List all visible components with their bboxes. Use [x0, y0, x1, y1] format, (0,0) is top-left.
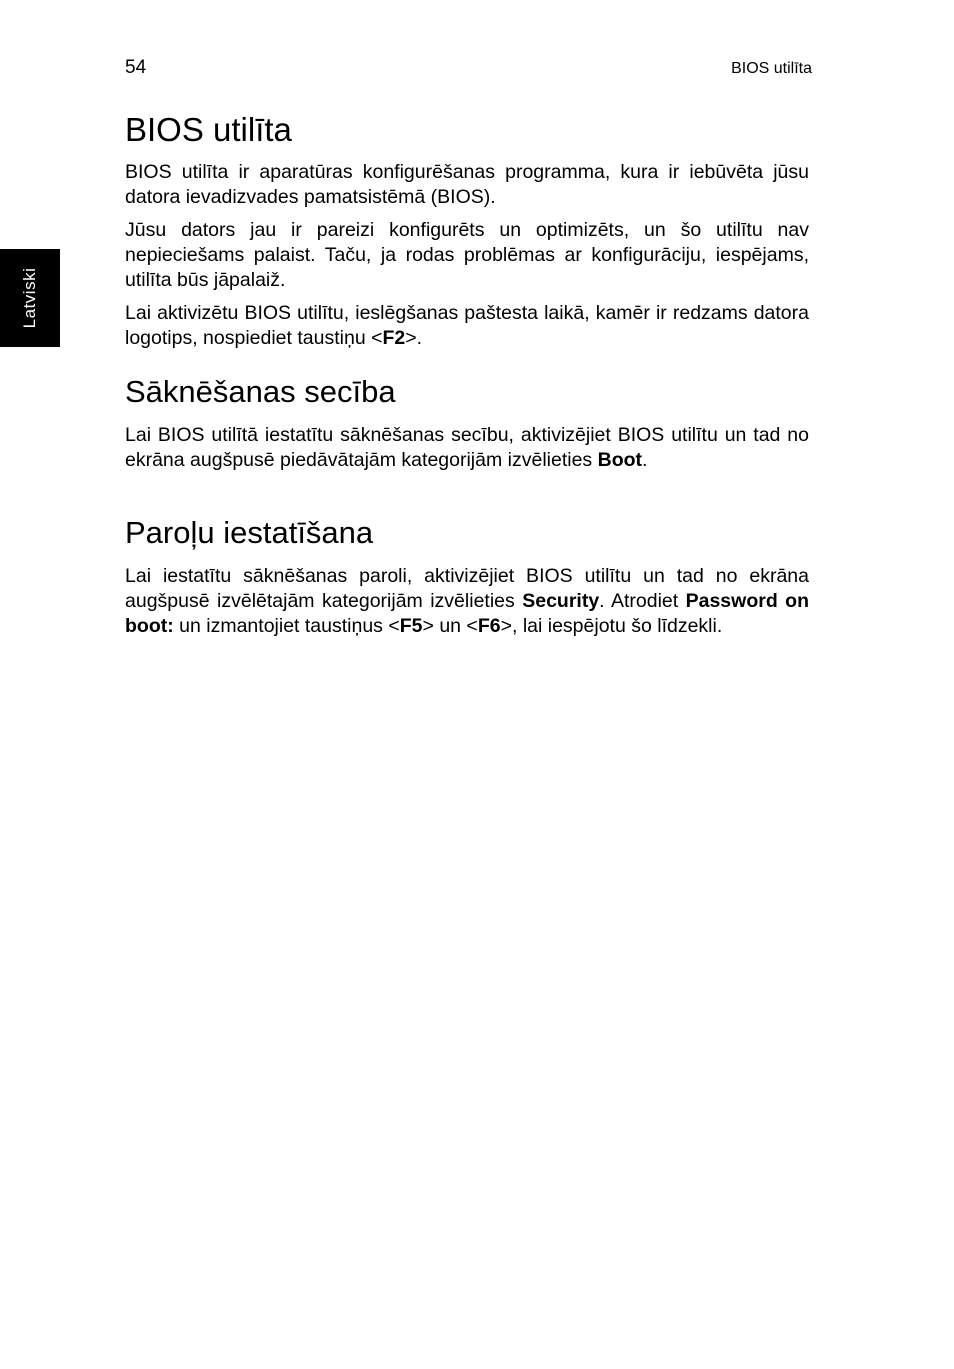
password-setup-paragraph — [125, 564, 809, 639]
f2-key: F2 — [382, 327, 406, 349]
language-side-tab — [0, 249, 60, 347]
boot-sequence-text-end: . — [642, 449, 648, 471]
running-header: BIOS utilīta — [731, 60, 812, 77]
password-text-c: un izmantojiet taustiņus < — [173, 615, 400, 637]
f6-key: F6 — [477, 615, 501, 637]
bios-config-paragraph: Jūsu dators jau ir pareizi konfigurēts un optimizēts, un šo utilītu nav nepieciešams palaist. Taču, ja rodas problēmas ar konfigurāciju, iespējams, utilīta būs jāpalaiž. — [125, 219, 809, 291]
security-menu-term: Security — [522, 590, 600, 612]
boot-menu-term: Boot — [597, 449, 643, 471]
bios-activate-paragraph — [125, 301, 809, 351]
bios-intro-paragraph: BIOS utilīta ir aparatūras konfigurēšanas programma, kura ir iebūvēta jūsu datora ievadizvades pamatsistēmā (BIOS). — [125, 161, 809, 208]
boot-sequence-text: Lai BIOS utilītā iestatītu sāknēšanas secību, aktivizējiet BIOS utilītu un tad no ekrāna augšpusē piedāvātajām kategorijām izvēlieties — [125, 424, 809, 471]
language-tab-label: Latviski — [20, 267, 39, 329]
bios-activate-text-end: >. — [405, 327, 423, 349]
page-number: 54 — [125, 57, 147, 78]
boot-sequence-paragraph — [125, 423, 809, 473]
bios-activate-text: Lai aktivizētu BIOS utilītu, ieslēgšanas paštesta laikā, kamēr ir redzams datora logotips, nospiediet taustiņu < — [125, 302, 809, 349]
bios-utility-heading: BIOS utilīta — [125, 111, 292, 148]
f5-key: F5 — [399, 615, 423, 637]
password-text-b: . Atrodiet — [599, 590, 686, 612]
password-setup-heading: Paroļu iestatīšana — [125, 515, 374, 550]
page-content — [125, 110, 809, 647]
password-on-boot-term: Password on boot: — [125, 590, 809, 637]
password-text-a: Lai iestatītu sāknēšanas paroli, aktivizējiet BIOS utilītu un tad no ekrāna augšpusē izvēlētajām kategorijām izvēlieties — [125, 565, 809, 612]
boot-sequence-heading: Sāknēšanas secība — [125, 374, 396, 409]
password-text-e: >, lai iespējotu šo līdzekli. — [500, 615, 723, 637]
password-text-d: > un < — [422, 615, 478, 637]
